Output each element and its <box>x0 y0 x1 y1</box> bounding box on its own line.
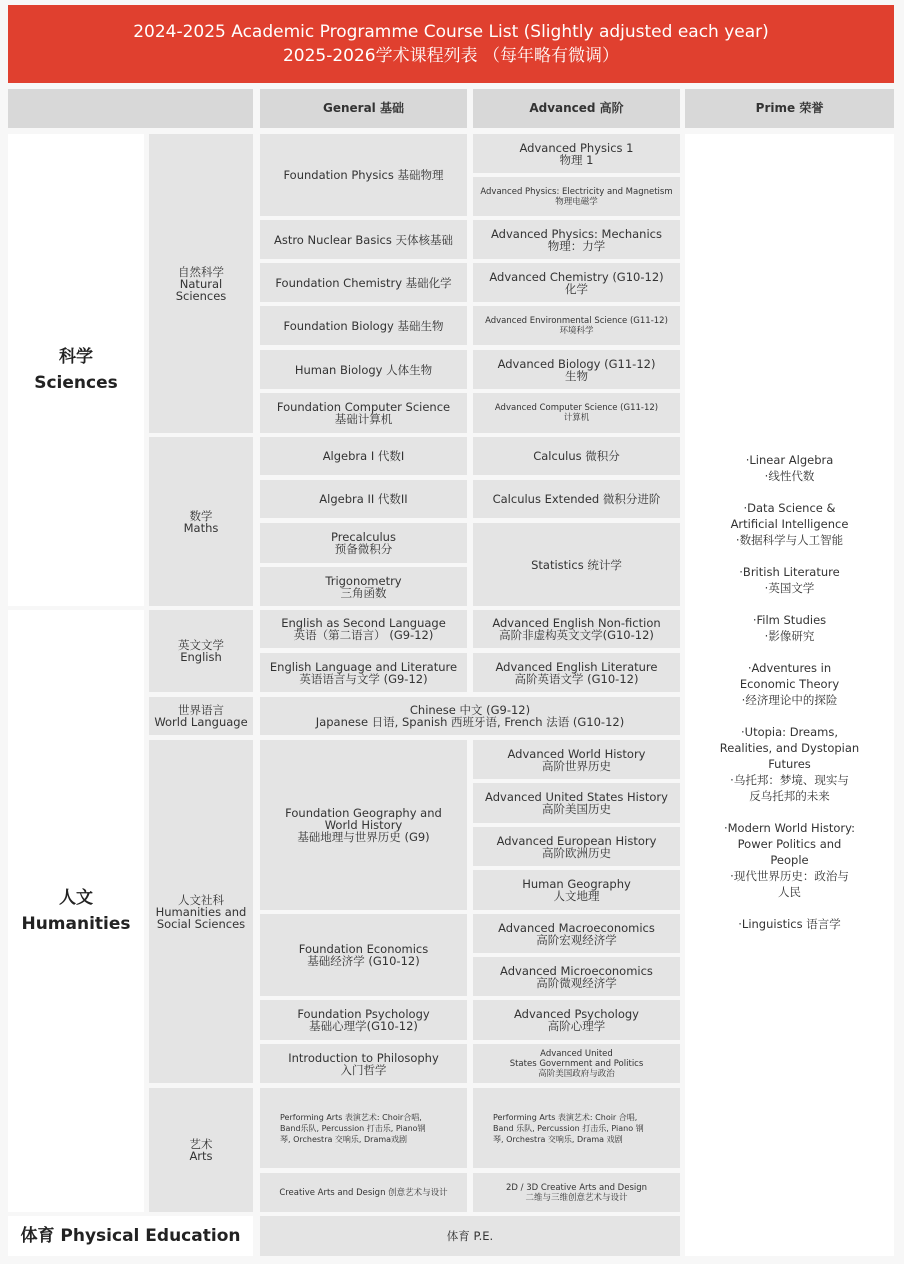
prime-course: ·Utopia: Dreams, Realities, and Dystopian Futures ·乌托邦：梦境、现实与 反乌托邦的未来 <box>719 725 860 803</box>
prime-course: ·Linguistics 语言学 <box>738 917 841 931</box>
banner-title-en: 2024-2025 Academic Programme Course List (Slightly adjusted each year) <box>133 22 769 42</box>
prime-course: ·British Literature ·英国文学 <box>739 565 840 595</box>
course-general: English as Second Language 英语（第二语言） (G9-12) <box>260 610 467 648</box>
header-blank-cell <box>8 89 253 128</box>
course-advanced: Advanced Physics 1 物理 1 <box>473 134 680 173</box>
course-advanced: Advanced Biology (G11-12) 生物 <box>473 350 680 389</box>
banner-title-cn: 2025-2026学术课程列表 （每年略有微调） <box>282 46 620 66</box>
course-general: Foundation Chemistry 基础化学 <box>260 263 467 302</box>
course-advanced: Advanced United States History 高阶美国历史 <box>473 783 680 823</box>
category-natural-sciences: 自然科学 Natural Sciences <box>149 134 253 433</box>
course-advanced: Advanced Physics: Mechanics 物理：力学 <box>473 220 680 259</box>
course-general: Chinese 中文 (G9-12) Japanese 日语, Spanish 西班牙语, French 法语 (G10-12) <box>260 697 680 735</box>
course-general: Foundation Psychology 基础心理学(G10-12) <box>260 1000 467 1040</box>
course-general: Introduction to Philosophy 入门哲学 <box>260 1044 467 1083</box>
course-general: Algebra I 代数I <box>260 437 467 475</box>
course-advanced: Human Geography 人文地理 <box>473 870 680 910</box>
category-maths: 数学 Maths <box>149 437 253 606</box>
prime-course: ·Data Science & Artificial Intelligence ·数据科学与人工智能 <box>730 501 849 547</box>
area-physical-education: 体育 Physical Education <box>8 1216 253 1256</box>
course-advanced: Calculus 微积分 <box>473 437 680 475</box>
category-english: 英文文学 English <box>149 610 253 692</box>
course-general: Trigonometry 三角函数 <box>260 567 467 606</box>
prime-course-list <box>685 452 894 948</box>
prime-course: ·Modern World History: Power Politics and People ·现代世界历史：政治与 人民 <box>723 821 856 899</box>
course-advanced: Advanced World History 高阶世界历史 <box>473 740 680 779</box>
category-world-language: 世界语言 World Language <box>149 697 253 735</box>
course-general: Foundation Biology 基础生物 <box>260 306 467 345</box>
course-advanced: Advanced Environmental Science (G11-12) 环境科学 <box>473 306 680 345</box>
course-advanced: Advanced Computer Science (G11-12) 计算机 <box>473 393 680 433</box>
course-general: Creative Arts and Design 创意艺术与设计 <box>260 1173 467 1212</box>
area-sciences: 科学 Sciences <box>8 134 144 606</box>
column-header-advanced: Advanced 高阶 <box>473 89 680 128</box>
course-general: Foundation Computer Science 基础计算机 <box>260 393 467 433</box>
prime-course: ·Adventures in Economic Theory ·经济理论中的探险 <box>739 661 840 707</box>
course-general: Algebra II 代数II <box>260 480 467 518</box>
category-humanities-social-sciences: 人文社科 Humanities and Social Sciences <box>149 740 253 1083</box>
course-general: 体育 P.E. <box>260 1216 680 1256</box>
course-general: Astro Nuclear Basics 天体核基础 <box>260 220 467 259</box>
course-advanced: Advanced English Literature 高阶英语文学 (G10-12) <box>473 653 680 692</box>
column-header-general: General 基础 <box>260 89 467 128</box>
course-advanced: 2D / 3D Creative Arts and Design 二维与三维创意艺术与设计 <box>473 1173 680 1212</box>
area-humanities: 人文 Humanities <box>8 610 144 1212</box>
course-advanced: Advanced Chemistry (G10-12) 化学 <box>473 263 680 302</box>
course-general: Foundation Economics 基础经济学 (G10-12) <box>260 914 467 996</box>
column-header-prime: Prime 荣誉 <box>685 89 894 128</box>
course-advanced: Advanced United States Government and Politics 高阶美国政府与政治 <box>473 1044 680 1083</box>
course-advanced: Performing Arts 表演艺术: Choir 合唱, Band 乐队, Percussion 打击乐, Piano 钢 琴, Orchestra 交响乐, Drama 戏剧 <box>473 1088 680 1168</box>
course-general: Precalculus 预备微积分 <box>260 523 467 563</box>
course-advanced: Advanced Psychology 高阶心理学 <box>473 1000 680 1040</box>
course-advanced: Advanced Physics: Electricity and Magnetism 物理电磁学 <box>473 177 680 216</box>
course-general: Foundation Physics 基础物理 <box>260 134 467 216</box>
prime-course: ·Film Studies ·影像研究 <box>752 613 827 643</box>
course-general: English Language and Literature 英语语言与文学 (G9-12) <box>260 653 467 692</box>
course-general: Foundation Geography and World History 基础地理与世界历史 (G9) <box>260 740 467 910</box>
course-advanced: Advanced Microeconomics 高阶微观经济学 <box>473 957 680 996</box>
course-advanced: Advanced English Non-fiction 高阶非虚构英文文学(G10-12) <box>473 610 680 648</box>
course-advanced: Advanced Macroeconomics 高阶宏观经济学 <box>473 914 680 953</box>
course-general: Performing Arts 表演艺术: Choir合唱, Band乐队, Percussion 打击乐, Piano钢 琴, Orchestra 交响乐, Drama戏剧 <box>260 1088 467 1168</box>
course-advanced: Advanced European History 高阶欧洲历史 <box>473 827 680 866</box>
category-arts: 艺术 Arts <box>149 1088 253 1212</box>
prime-course-panel <box>685 134 894 1256</box>
title-banner <box>8 5 894 83</box>
course-advanced: Calculus Extended 微积分进阶 <box>473 480 680 518</box>
course-general: Human Biology 人体生物 <box>260 350 467 389</box>
prime-course: ·Linear Algebra ·线性代数 <box>745 453 834 483</box>
course-advanced: Statistics 统计学 <box>473 523 680 606</box>
